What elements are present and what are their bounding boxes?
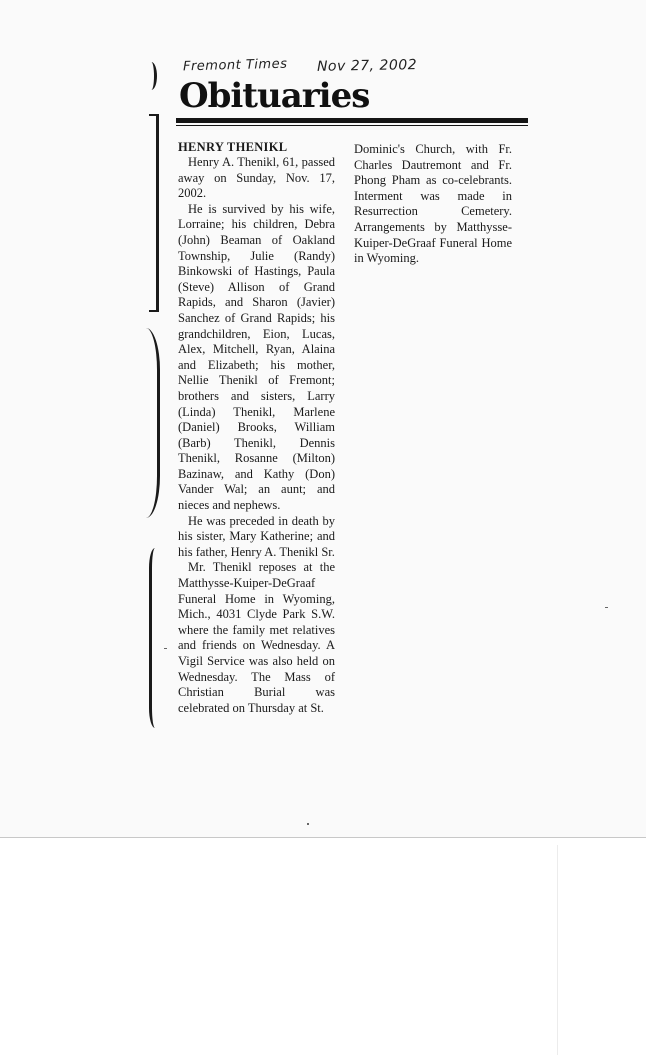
handwritten-paper-name: Fremont Times [182, 56, 288, 75]
masthead-rule [176, 118, 528, 123]
masthead-rule-thin [176, 125, 528, 126]
handwritten-bracket-mark [149, 114, 159, 312]
section-masthead: Obituaries [179, 76, 370, 116]
scan-speck [605, 607, 608, 608]
obituary-column-right [354, 142, 512, 267]
handwritten-date: Nov 27, 2002 [316, 57, 418, 75]
obituary-paragraph: Mr. Thenikl reposes at the Matthysse-Kuiper-DeGraaf Funeral Home in Wyoming, Mich., 4031 Clyde Park S.W. where the family met relatives and friends on Wednesday. A Vigil Service was also held on Wednesday. The Mass of Christian Burial was celebrated on Thursday at St. [178, 560, 335, 715]
handwritten-bracket-mark [146, 328, 160, 518]
scan-shadow [557, 845, 558, 1055]
scan-speck [164, 648, 167, 649]
page-edge [0, 837, 646, 838]
obituary-column-left [178, 140, 335, 716]
obituary-paragraph: He was preceded in death by his sister, Mary Katherine; and his father, Henry A. Thenikl Sr. [178, 513, 335, 559]
scan-speck [307, 823, 309, 825]
obituary-paragraph-continued: Dominic's Church, with Fr. Charles Dautremont and Fr. Phong Pham as co-celebrants. Interment was made in Resurrection Cemetery. Arrangements by Matthysse-Kuiper-DeGraaf Funeral Home in Wyoming. [354, 142, 512, 266]
obituary-headline: HENRY THENIKL [178, 140, 288, 154]
obituary-paragraph: He is survived by his wife, Lorraine; his children, Debra (John) Beaman of Oakland Township, Julie (Randy) Binkowski of Hastings, Paula (Steve) Allison of Grand Rapids, and Sharon (Javier) Sanchez of Grand Rapids; his grandchildren, Eion, Lucas, Alex, Mitchell, Ryan, Alaina and Elizabeth; his mother, Nellie Thenikl of Fremont; brothers and sisters, Larry (Linda) Thenikl, Marlene (Daniel) Brooks, William (Barb) Thenikl, Dennis Thenikl, Rosanne (Milton) Bazinaw, and Kathy (Don) Vander Wal; an aunt; and nieces and nephews. [178, 201, 335, 513]
handwritten-bracket-mark [149, 548, 157, 728]
obituary-paragraph: Henry A. Thenikl, 61, passed away on Sunday, Nov. 17, 2002. [178, 155, 335, 201]
